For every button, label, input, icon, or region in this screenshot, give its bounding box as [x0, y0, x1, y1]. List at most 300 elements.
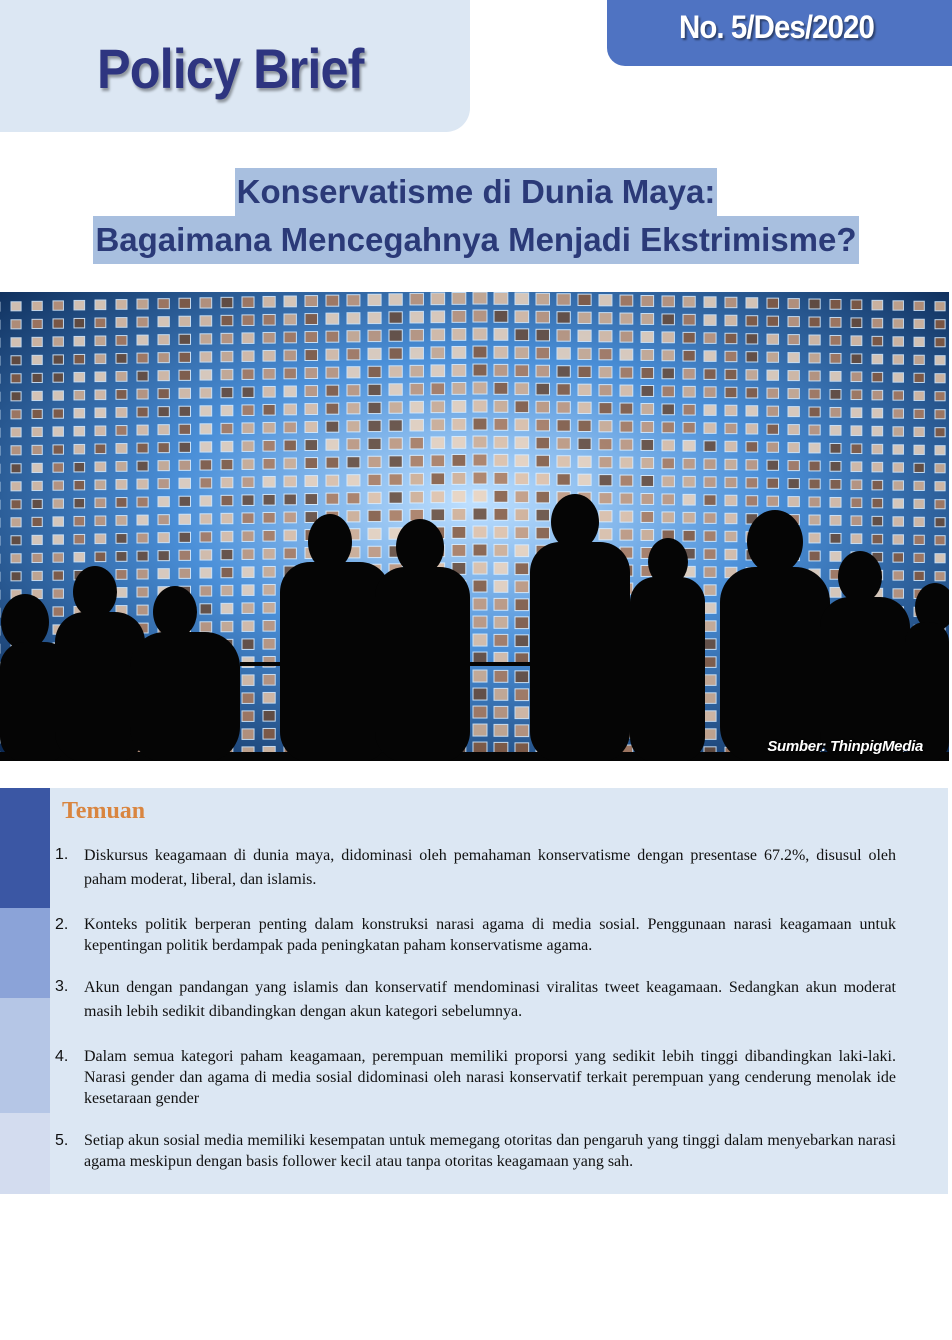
screen-tile [641, 295, 654, 306]
screen-tile [305, 404, 318, 415]
screen-tile [347, 349, 360, 360]
screen-tile [746, 334, 758, 344]
screen-tile [494, 670, 508, 682]
screen-tile [683, 332, 695, 343]
screen-tile [368, 456, 381, 467]
screen-tile [515, 671, 529, 683]
screen-tile [788, 371, 799, 381]
screen-tile [704, 639, 716, 650]
screen-tile [809, 335, 820, 345]
screen-tile [473, 418, 487, 430]
screen-tile [53, 607, 63, 616]
screen-tile [116, 372, 127, 382]
screen-tile [11, 482, 21, 491]
screen-tile [242, 639, 254, 650]
screen-tile [704, 459, 716, 470]
screen-tile [368, 348, 381, 359]
screen-tile [326, 493, 339, 504]
screen-tile [515, 311, 529, 323]
screen-tile [284, 422, 296, 433]
screen-tile [326, 439, 339, 450]
screen-tile [242, 387, 254, 398]
screen-tile [452, 526, 466, 538]
screen-tile [242, 405, 254, 416]
screen-tile [473, 670, 487, 682]
screen-tile [200, 370, 212, 380]
screen-tile [347, 439, 360, 450]
screen-tile [893, 355, 903, 364]
screen-tile [242, 567, 254, 578]
screen-tile [851, 300, 862, 310]
screen-tile [851, 444, 862, 454]
screen-tile [536, 365, 549, 377]
screen-tile [746, 388, 758, 398]
screen-tile [452, 382, 466, 394]
screen-tile [221, 333, 233, 343]
screen-tile [200, 460, 212, 470]
screen-tile [137, 335, 148, 345]
screen-tile [767, 442, 779, 452]
screen-tile [368, 294, 381, 305]
screen-tile [725, 513, 737, 523]
screen-tile [200, 586, 212, 596]
screen-tile [914, 373, 924, 382]
screen-tile [557, 420, 570, 431]
screen-tile [368, 402, 381, 413]
screen-tile [179, 424, 191, 434]
screen-tile [725, 459, 737, 469]
screen-tile [389, 330, 402, 341]
screen-tile [536, 437, 549, 449]
screen-tile [74, 534, 85, 543]
screen-tile [32, 409, 42, 418]
screen-tile [53, 373, 63, 382]
screen-tile [116, 462, 127, 472]
screen-tile [74, 336, 85, 345]
screen-tile [137, 389, 148, 399]
screen-tile [473, 706, 487, 718]
screen-tile [158, 443, 169, 453]
screen-tile [830, 407, 841, 417]
screen-tile [242, 729, 254, 740]
screen-tile [242, 531, 254, 542]
screen-tile [179, 460, 191, 470]
screen-tile [704, 531, 716, 542]
screen-tile [914, 535, 924, 544]
screen-tile [704, 387, 716, 398]
screen-tile [473, 436, 487, 448]
screen-tile [578, 474, 591, 485]
screen-tile [263, 404, 275, 415]
screen-tile [704, 495, 716, 506]
screen-tile [893, 589, 903, 598]
screen-tile [557, 384, 570, 395]
screen-tile [515, 689, 529, 701]
screen-tile [662, 386, 674, 397]
screen-tile [872, 462, 883, 471]
screen-tile [221, 387, 233, 397]
screen-tile [263, 710, 275, 721]
screen-tile [116, 336, 127, 346]
screen-tile [53, 535, 63, 544]
screen-tile [326, 403, 339, 414]
screen-tile [557, 348, 570, 359]
screen-tile [284, 494, 296, 505]
screen-tile [935, 320, 945, 329]
screen-tile [494, 310, 508, 322]
screen-tile [221, 405, 233, 415]
screen-tile [305, 332, 318, 343]
screen-tile [662, 296, 674, 307]
screen-tile [158, 551, 169, 561]
screen-tile [221, 315, 233, 325]
screen-tile [32, 445, 42, 454]
screen-tile [515, 491, 529, 503]
finding-text: Setiap akun sosial media memiliki kesempatan untuk memegang otoritas dan pengaruh yang tinggi dalam menyebarkan narasi agama meskipun dengan basis follower kecil atau tanpa otoritas keagamaan yang sah. [84, 1132, 896, 1170]
screen-tile [536, 527, 549, 539]
screen-tile [725, 387, 737, 397]
screen-tile [662, 332, 674, 343]
screen-tile [746, 442, 758, 452]
screen-tile [95, 318, 106, 328]
screen-tile [515, 509, 529, 521]
screen-tile [74, 480, 85, 489]
screen-tile [641, 511, 654, 522]
screen-tile [305, 440, 318, 451]
screen-tile [746, 370, 758, 380]
screen-tile [914, 517, 924, 526]
screen-tile [767, 388, 779, 398]
screen-tile [116, 354, 127, 364]
screen-tile [851, 516, 862, 526]
screen-tile [179, 496, 191, 506]
screen-tile [95, 300, 106, 310]
screen-tile [368, 546, 381, 557]
screen-tile [662, 458, 674, 469]
screen-tile [536, 293, 549, 305]
screen-tile [830, 479, 841, 489]
screen-tile [578, 384, 591, 395]
screen-tile [116, 444, 127, 454]
screen-tile [32, 337, 42, 346]
screen-tile [179, 316, 191, 326]
screen-tile [914, 571, 924, 580]
screen-tile [368, 420, 381, 431]
screen-tile [494, 400, 508, 412]
screen-tile [305, 476, 318, 487]
screen-tile [704, 567, 716, 578]
screen-tile [704, 693, 716, 704]
screen-tile [389, 366, 402, 377]
screen-tile [494, 454, 508, 466]
screen-tile [935, 554, 945, 563]
screen-tile [158, 569, 169, 579]
screen-tile [32, 427, 42, 436]
screen-tile [746, 478, 758, 488]
screen-tile [893, 427, 903, 436]
screen-tile [893, 409, 903, 418]
screen-tile [515, 581, 529, 593]
screen-tile [830, 515, 841, 525]
screen-tile [767, 298, 779, 308]
screen-tile [263, 386, 275, 397]
screen-tile [914, 481, 924, 490]
screen-tile [515, 329, 529, 341]
screen-tile [515, 419, 529, 431]
screen-tile [431, 311, 445, 323]
screen-tile [536, 347, 549, 359]
screen-tile [158, 533, 169, 543]
document-title [0, 168, 952, 264]
screen-tile [179, 478, 191, 488]
screen-tile [830, 587, 841, 597]
screen-tile [32, 517, 42, 526]
screen-tile [53, 355, 63, 364]
screen-tile [452, 508, 466, 520]
screen-tile [53, 319, 63, 328]
screen-tile [536, 455, 549, 467]
screen-tile [242, 603, 254, 614]
screen-tile [74, 498, 85, 507]
screen-tile [704, 603, 716, 614]
screen-tile [473, 598, 487, 610]
screen-tile [200, 334, 212, 344]
screen-tile [137, 317, 148, 327]
screen-tile [872, 534, 883, 543]
screen-tile [788, 497, 799, 507]
screen-tile [179, 334, 191, 344]
screen-tile [494, 364, 508, 376]
screen-tile [704, 711, 716, 722]
screen-tile [284, 440, 296, 451]
screen-tile [368, 330, 381, 341]
screen-tile [662, 512, 674, 523]
screen-tile [158, 353, 169, 363]
screen-tile [326, 331, 339, 342]
screen-tile [53, 463, 63, 472]
screen-tile [683, 512, 695, 523]
screen-tile [704, 585, 716, 596]
screen-tile [305, 422, 318, 433]
screen-tile [242, 477, 254, 488]
screen-tile [473, 328, 487, 340]
screen-tile [389, 294, 402, 305]
screen-tile [200, 478, 212, 488]
finding-number: 5. [55, 1132, 69, 1149]
screen-tile [893, 553, 903, 562]
screen-tile [473, 472, 487, 484]
screen-tile [410, 473, 423, 485]
screen-tile [851, 480, 862, 490]
screen-tile [179, 514, 191, 524]
screen-tile [494, 724, 508, 736]
screen-tile [746, 316, 758, 326]
screen-tile [935, 410, 945, 419]
screen-tile [893, 337, 903, 346]
screen-tile [788, 299, 799, 309]
screen-tile [536, 419, 549, 431]
screen-tile [263, 584, 275, 595]
screen-tile [368, 438, 381, 449]
screen-tile [410, 329, 423, 341]
screen-tile [200, 442, 212, 452]
screen-tile [368, 492, 381, 503]
screen-tile [32, 373, 42, 382]
screen-tile [326, 421, 339, 432]
screen-tile [284, 332, 296, 343]
screen-tile [137, 443, 148, 453]
screen-tile [704, 477, 716, 488]
screen-tile [53, 409, 63, 418]
screen-tile [473, 616, 487, 628]
screen-tile [599, 367, 612, 378]
finding-item-2 [55, 914, 896, 956]
screen-tile [200, 550, 212, 560]
screen-tile [158, 497, 169, 507]
screen-tile [914, 319, 924, 328]
screen-tile [452, 346, 466, 358]
screen-tile [725, 477, 737, 487]
screen-tile [683, 296, 695, 307]
screen-tile [872, 336, 883, 345]
screen-tile [830, 389, 841, 399]
screen-tile [347, 385, 360, 396]
screen-tile [893, 391, 903, 400]
screen-tile [32, 391, 42, 400]
screen-tile [32, 355, 42, 364]
screen-tile [494, 292, 508, 304]
screen-tile [137, 353, 148, 363]
screen-tile [95, 534, 106, 544]
screen-tile [74, 390, 85, 399]
image-source-caption: Sumber: ThinpigMedia [767, 738, 923, 755]
screen-tile [221, 603, 233, 613]
screen-tile [263, 566, 275, 577]
screen-tile [725, 405, 737, 415]
screen-tile [32, 499, 42, 508]
screen-tile [935, 338, 945, 347]
screen-tile [263, 494, 275, 505]
screen-tile [431, 455, 445, 467]
screen-tile [326, 475, 339, 486]
screen-tile [263, 548, 275, 559]
screen-tile [725, 333, 737, 343]
screen-tile [305, 296, 318, 307]
screen-tile [494, 346, 508, 358]
screen-tile [809, 533, 820, 543]
screen-tile [578, 402, 591, 413]
screen-tile [158, 425, 169, 435]
screen-tile [620, 457, 633, 468]
screen-tile [914, 409, 924, 418]
screen-tile [284, 404, 296, 415]
screen-tile [494, 328, 508, 340]
screen-tile [242, 459, 254, 470]
screen-tile [32, 553, 42, 562]
screen-tile [95, 390, 106, 400]
screen-tile [473, 562, 487, 574]
screen-tile [158, 299, 169, 309]
screen-tile [11, 374, 21, 383]
screen-tile [284, 458, 296, 469]
screen-tile [872, 408, 883, 417]
screen-tile [809, 461, 820, 471]
screen-tile [830, 299, 841, 309]
screen-tile [179, 550, 191, 560]
screen-tile [788, 335, 799, 345]
screen-tile [116, 534, 127, 544]
screen-tile [851, 336, 862, 346]
screen-tile [557, 456, 570, 467]
screen-tile [452, 310, 466, 322]
screen-tile [725, 495, 737, 505]
screen-tile [431, 347, 445, 359]
screen-tile [935, 500, 945, 509]
screen-tile [494, 616, 508, 628]
screen-tile [683, 494, 695, 505]
screen-tile [599, 295, 612, 306]
screen-tile [599, 349, 612, 360]
screen-tile [95, 408, 106, 418]
screen-tile [620, 439, 633, 450]
screen-tile [242, 315, 254, 326]
screen-tile [158, 461, 169, 471]
screen-tile [872, 354, 883, 363]
screen-tile [137, 569, 148, 579]
screen-tile [557, 474, 570, 485]
screen-tile [368, 510, 381, 521]
screen-tile [704, 549, 716, 560]
screen-tile [305, 386, 318, 397]
screen-tile [179, 532, 191, 542]
screen-tile [809, 479, 820, 489]
screen-tile [389, 312, 402, 323]
screen-tile [830, 317, 841, 327]
screen-tile [830, 425, 841, 435]
screen-tile [452, 400, 466, 412]
screen-tile [473, 724, 487, 736]
screen-tile [95, 336, 106, 346]
screen-tile [11, 554, 21, 563]
screen-tile [137, 461, 148, 471]
screen-tile [305, 458, 318, 469]
screen-tile [494, 436, 508, 448]
screen-tile [683, 368, 695, 379]
screen-tile [872, 426, 883, 435]
screen-tile [641, 421, 654, 432]
screen-tile [137, 497, 148, 507]
screen-tile [137, 407, 148, 417]
screen-tile [515, 635, 529, 647]
screen-tile [935, 518, 945, 527]
screen-tile [662, 494, 674, 505]
screen-tile [431, 473, 445, 485]
screen-tile [809, 425, 820, 435]
screen-tile [263, 602, 275, 613]
screen-tile [515, 365, 529, 377]
screen-tile [200, 622, 212, 632]
screen-tile [158, 407, 169, 417]
screen-tile [305, 314, 318, 325]
screen-tile [515, 383, 529, 395]
screen-tile [620, 385, 633, 396]
screen-tile [53, 571, 63, 580]
screen-tile [347, 475, 360, 486]
title-line-2: Bagaimana Mencegahnya Menjadi Ekstrimisme? [93, 216, 858, 264]
screen-tile [767, 424, 779, 434]
screen-tile [893, 301, 903, 310]
screen-tile [494, 688, 508, 700]
